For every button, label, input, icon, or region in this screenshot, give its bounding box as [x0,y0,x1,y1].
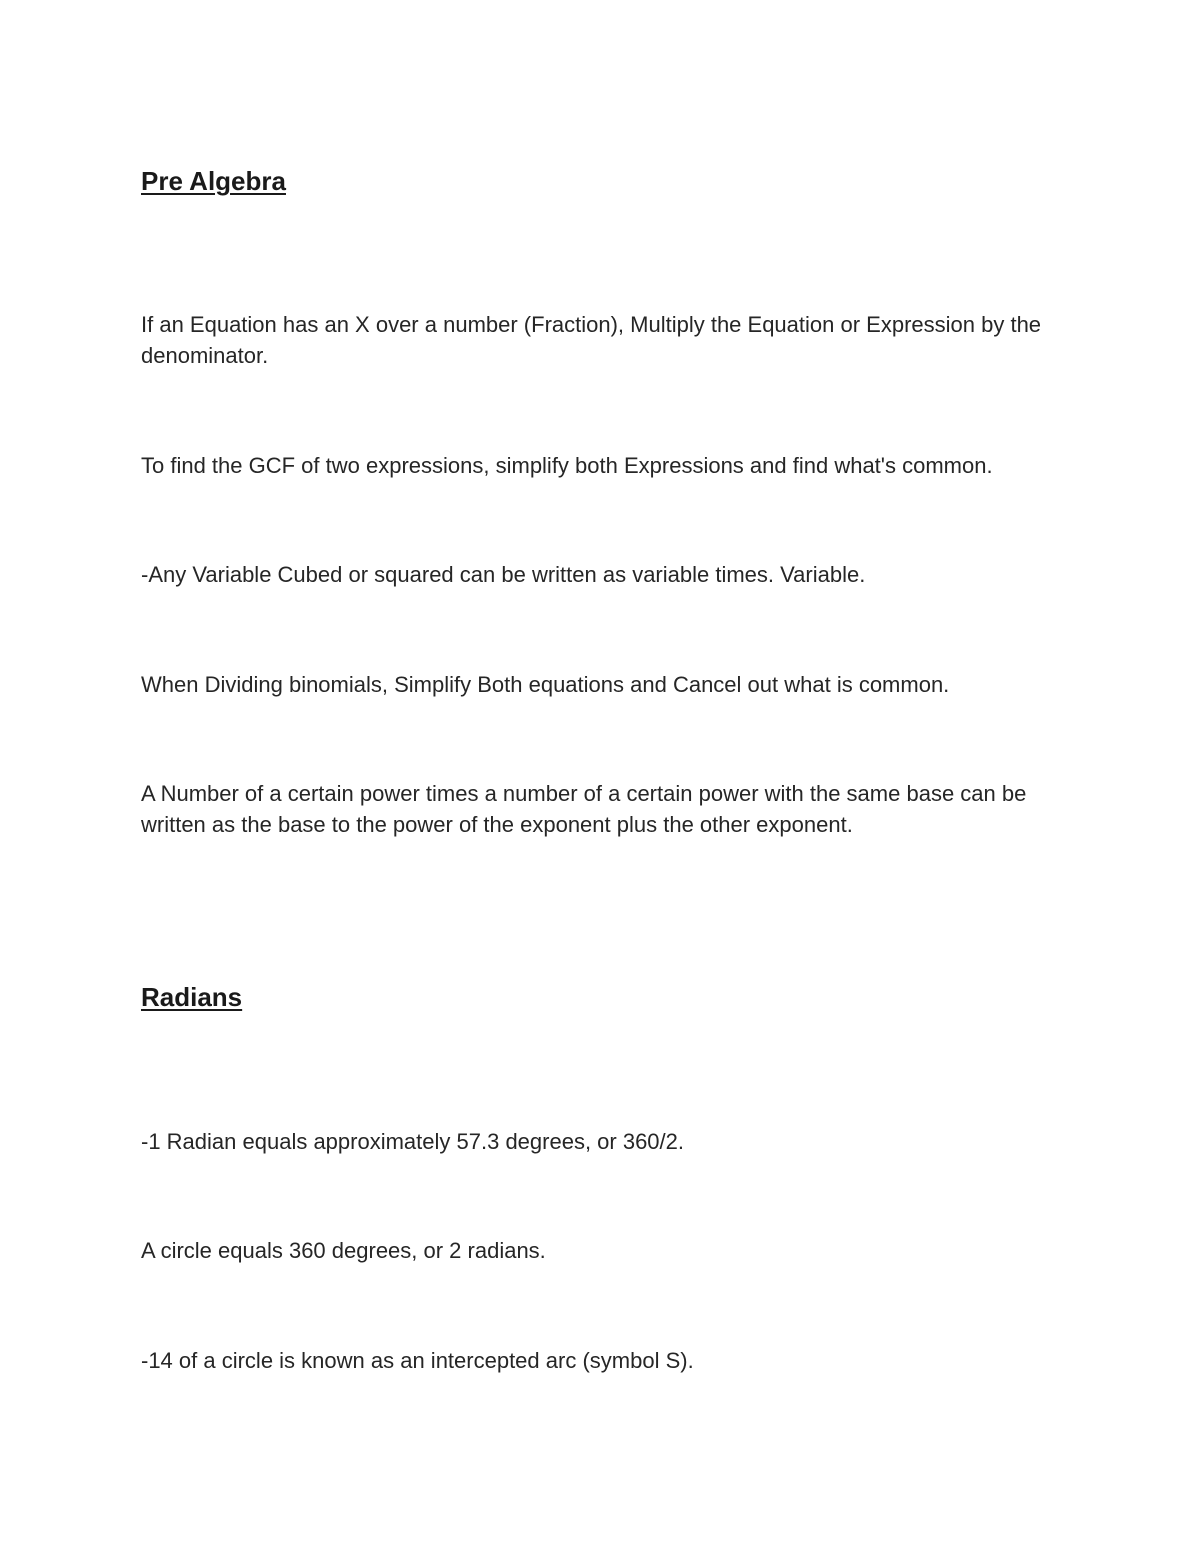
paragraph-exponent-rule: A Number of a certain power times a number of a certain power with the same base can be written as the base to the power of the exponent plus the other exponent. [141,781,1027,837]
section-heading-pre-algebra: Pre Algebra [141,166,286,196]
paragraph-variable-cubed-rule: -Any Variable Cubed or squared can be written as variable times. Variable. [141,562,866,587]
paragraph-gcf-rule: To find the GCF of two expressions, simplify both Expressions and find what's common. [141,453,993,478]
paragraph-intercepted-arc: -14 of a circle is known as an intercepted arc (symbol S). [141,1348,694,1373]
paragraph-dividing-binomials-rule: When Dividing binomials, Simplify Both equations and Cancel out what is common. [141,672,950,697]
paragraph-fraction-rule: If an Equation has an X over a number (Fraction), Multiply the Equation or Expression by the denominator. [141,312,1042,368]
paragraph-circle-degrees: A circle equals 360 degrees, or 2 radians. [141,1238,546,1263]
paragraph-radian-degrees: -1 Radian equals approximately 57.3 degrees, or 360/2. [141,1129,685,1154]
section-heading-radians: Radians [141,982,243,1012]
